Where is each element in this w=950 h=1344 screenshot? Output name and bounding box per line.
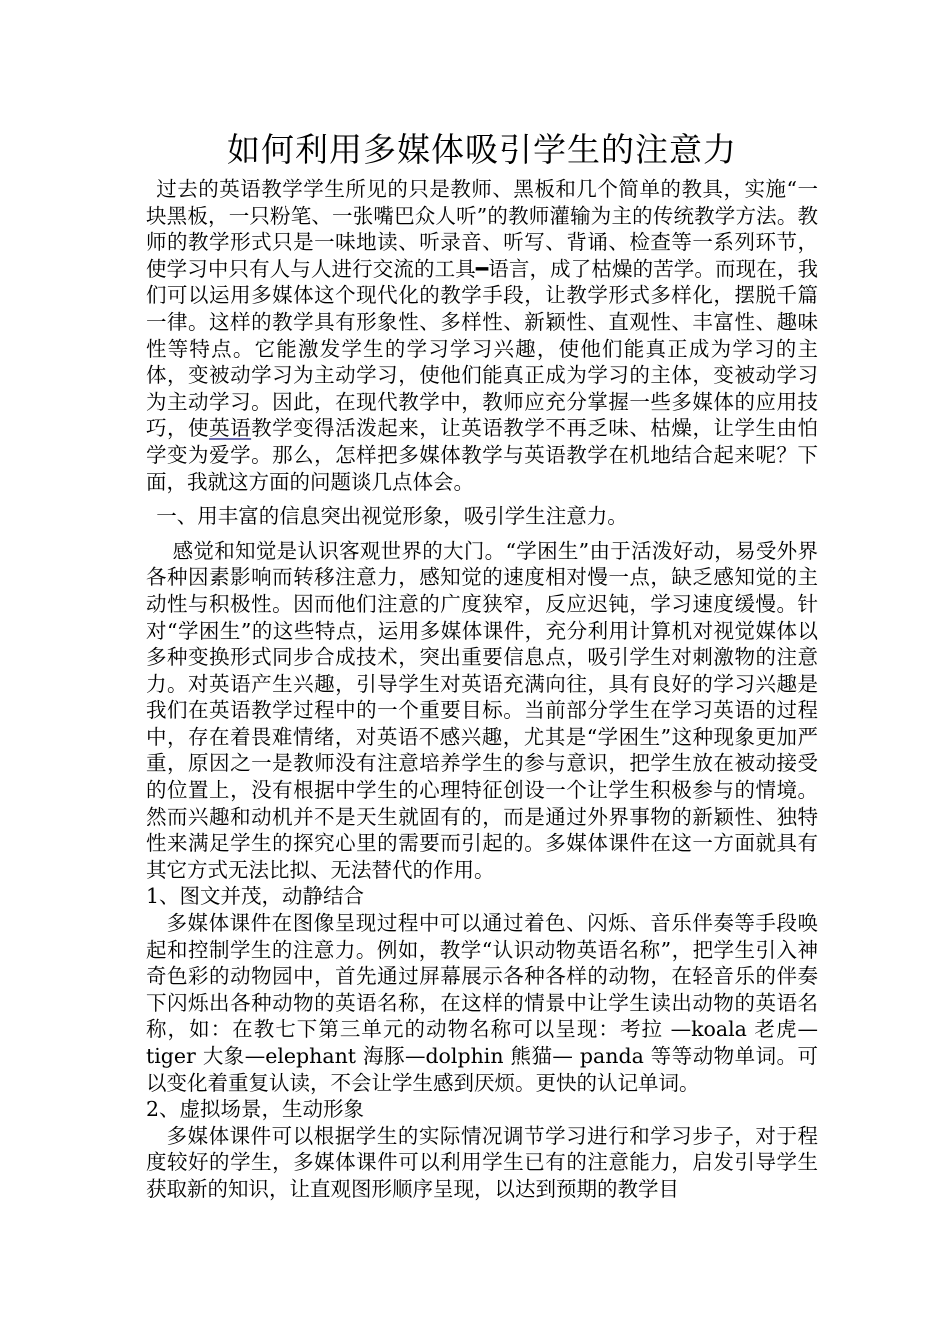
subheading-1: 1、图文并茂，动静结合 [146,884,365,909]
document-title: 如何利用多媒体吸引学生的注意力 [227,130,737,169]
intro-english-link[interactable]: 英语 [209,416,252,441]
subheading-2: 2、虚拟场景，生动形象 [146,1097,365,1122]
intro-text-part1: 过去的英语教学学生所见的只是教师、黑板和几个简单的教具，实施“一块黑板，一只粉笔、一张嘴巴众人听”的教师灌输为主的传统教学方法。教师的教学形式只是一味地读、听录音、听写、背诵、检查等一系列环节，使学习中只有人与人进行交流的工具━语言，成了枯燥的苦学。而现在，我们可以运用多媒体这个现代化的教学手段，让教学形式多样化，摆脱千篇一律。这样的教学具有形象性、多样性、新颖性、直观性、丰富性、趣味性等特点。它能激发学生的学习学习兴趣，使他们能真正成为学习的主体，变被动学习为主动学习，使他们能真正成为学习的主体，变被动学习为主动学习。因此，在现代教学中，教师应充分掌握一些多媒体的应用技巧，使 [146,177,818,441]
intro-text-part2: 教学变得活泼起来，让英语教学不再乏味、枯燥，让学生由怕学变为爱学。那么，怎样把多媒体教学与英语教学在机地结合起来呢？下面，我就这方面的问题谈几点体会。 [146,416,819,494]
intro-paragraph [146,176,818,495]
body-paragraph-3: 多媒体课件可以根据学生的实际情况调节学习进行和学习步子，对于程度较好的学生，多媒体课件可以利用学生已有的注意能力，启发引导学生获取新的知识，让直观图形顺序呈现，以达到预期的教学目 [146,1123,818,1201]
body-paragraph-1: 感觉和知觉是认识客观世界的大门。“学困生”由于活泼好动，易受外界各种因素影响而转移注意力，感知觉的速度相对慢一点，缺乏感知觉的主动性与积极性。因而他们注意的广度狭窄，反应迟钝，学习速度缓慢。针对“学困生”的这些特点，运用多媒体课件，充分利用计算机对视觉媒体以多种变换形式同步合成技术，突出重要信息点，吸引学生对刺激物的注意力。对英语产生兴趣，引导学生对英语充满向往，具有良好的学习兴趣是我们在英语教学过程中的一个重要目标。当前部分学生在学习英语的过程中，存在着畏难情绪，对英语不感兴趣，尤其是“学困生”这种现象更加严重，原因之一是教师没有注意培养学生的参与意识，把学生放在被动接受的位置上，没有根据中学生的心理特征创设一个让学生积极参与的情境。然而兴趣和动机并不是天生就固有的，而是通过外界事物的新颖性、独特性来满足学生的探究心里的需要而引起的。多媒体课件在这一方面就具有其它方式无法比拟、无法替代的作用。 [146,538,818,882]
document-body [146,128,818,1203]
body-paragraph-2: 多媒体课件在图像呈现过程中可以通过着色、闪烁、音乐伴奏等手段唤起和控制学生的注意力。例如，教学“认识动物英语名称”，把学生引入神奇色彩的动物园中，首先通过屏幕展示各种各样的动物，在轻音乐的伴奏下闪烁出各种动物的英语名称，在这样的情景中让学生读出动物的英语名称，如：在教七下第三单元的动物名称可以呈现：考拉 —koala 老虎—tiger 大象—elephant 海豚—dolphin 熊猫— panda 等等动物单词。可以变化着重复认读，不会让学生感到厌烦。更快的认记单词。 [146,911,818,1095]
section-heading-1: 一、用丰富的信息突出视觉形象，吸引学生注意力。 [156,504,628,529]
